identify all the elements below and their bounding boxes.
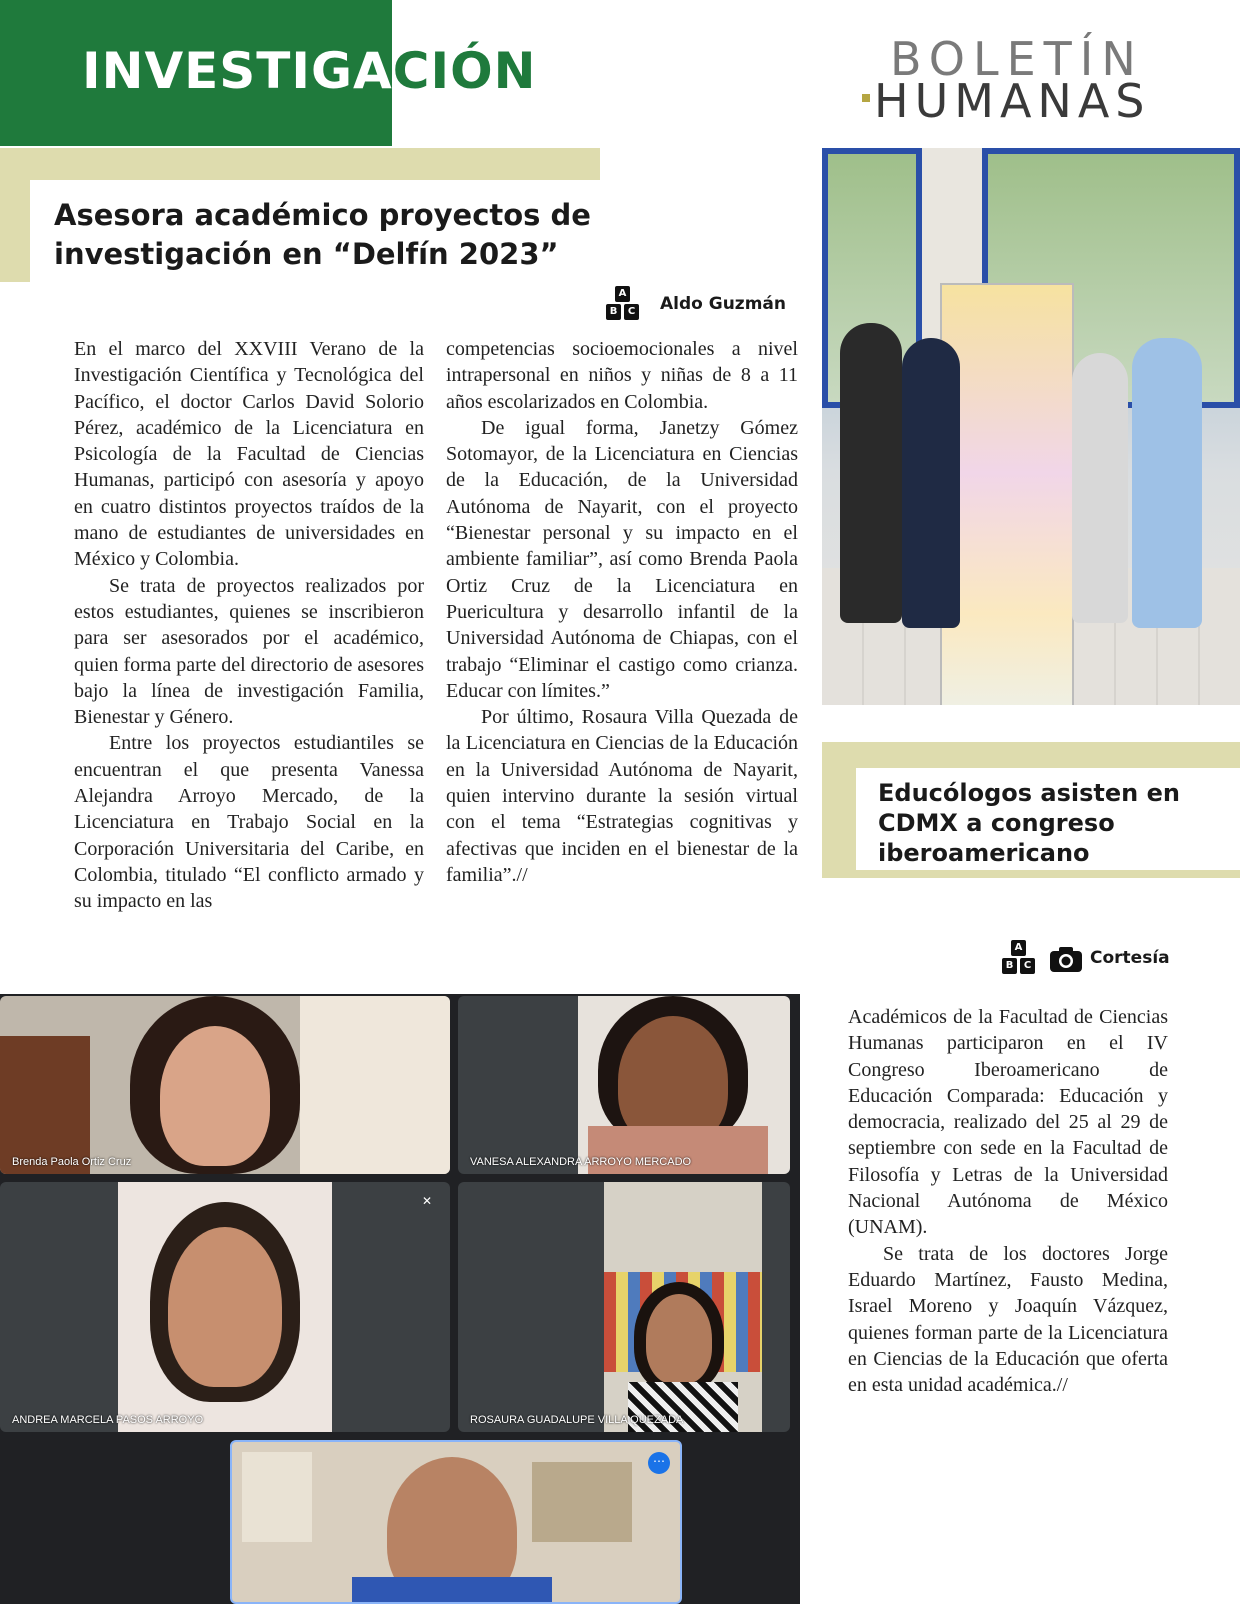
- headline-accent-bar-left: [0, 180, 30, 282]
- abc-icon: A B C: [1002, 940, 1036, 976]
- congress-banner: [940, 283, 1074, 705]
- article2-headline: Educólogos asisten en CDMX a congreso iberoamericano: [878, 779, 1180, 867]
- abc-icon: A B C: [606, 286, 640, 322]
- article2-credit: Cortesía: [1090, 948, 1170, 968]
- participant-name: Brenda Paola Ortiz Cruz: [12, 1156, 132, 1168]
- paragraph: competencias socioemocionales a nivel intrapersonal en niños y niñas de 8 a 11 años escolarizados en Colombia.: [446, 338, 798, 413]
- paragraph: En el marco del XXVIII Verano de la Investigación Científica y Tecnológica del Pacífico, el doctor Carlos David Solorio Pérez, académico de la Licenciatura en Psicología de la Facultad de Ciencias Humanas, participó con asesoría y apoyo en cuatro distintos proyectos traídos de la mano de estudiantes de universidades en México y Colombia.: [74, 338, 424, 571]
- article1-column-1: [74, 336, 424, 915]
- video-tile: [458, 996, 790, 1174]
- boletin-humanas-logo: [862, 32, 1182, 127]
- paragraph: Entre los proyectos estudiantiles se encuentran el que presenta Vanessa Alejandra Arroyo Mercado, de la Licenciatura en Trabajo Social en la Corporación Universitaria del Caribe, en Colombia, titulado “El conflicto armado y su impacto en las: [74, 732, 424, 913]
- video-call-screenshot: [0, 994, 800, 1604]
- participant-name: ANDREA MARCELA PASOS ARROYO: [12, 1414, 204, 1426]
- paragraph: Se trata de proyectos realizados por estos estudiantes, quienes se inscribieron para ser asesorados por el académico, quien forma parte del directorio de asesores bajo la línea de investigación Familia, Bienestar y Género.: [74, 574, 424, 729]
- article2-body: [848, 1004, 1168, 1398]
- paragraph: De igual forma, Janetzy Gómez Sotomayor, de la Licenciatura en Ciencias de la Educación, de la Universidad Autónoma de Nayarit, con el proyecto “Bienestar personal y su impacto en el ambiente familiar”, así como Brenda Paola Ortiz Cruz de la Licenciatura en Puericultura y desarrollo infantil de la Universidad Autónoma de Chiapas, con el trabajo “Eliminar el castigo como crianza. Educar con límites.”: [446, 416, 798, 702]
- paragraph: Académicos de la Facultad de Ciencias Humanas participaron en el IV Congreso Iberoamericano de Educación Comparada: Educación y democracia, realizado del 25 al 29 de septiembre con sede en la Facultad de Filosofía y Letras de la Universidad Nacional Autónoma de México (UNAM).: [848, 1006, 1168, 1239]
- article1-headline: Asesora académico proyectos de investigación en “Delfín 2023”: [54, 198, 591, 271]
- video-tile: [230, 1440, 682, 1604]
- more-options-icon[interactable]: ⋯: [648, 1452, 670, 1474]
- paragraph: Por último, Rosaura Villa Quezada de la Licenciatura en Ciencias de la Educación en la Universidad Autónoma de Nayarit, quien intervino durante la sesión virtual con el tema “Estrategias cognitivas y afectivas que inciden en el bienestar de la familia”.//: [446, 706, 798, 886]
- video-tile: [0, 996, 450, 1174]
- headline-accent-bar: [0, 148, 600, 182]
- section-title: INVESTIGACIÓN: [82, 42, 537, 100]
- paragraph: Se trata de los doctores Jorge Eduardo Martínez, Fausto Medina, Israel Moreno y Joaquín Vázquez, quienes forman parte de la Licenciatura en Ciencias de la Educación que oferta en esta unidad académica.//: [848, 1242, 1168, 1397]
- participant-name: ROSAURA GUADALUPE VILLA QUEZADA: [470, 1414, 684, 1426]
- camera-icon: [1049, 945, 1083, 973]
- article1-author: Aldo Guzmán: [660, 294, 786, 314]
- logo-line2: HUMANAS: [874, 74, 1151, 128]
- video-tile: [0, 1182, 450, 1432]
- logo-line1: BOLETÍN: [890, 32, 1144, 86]
- article1-column-2: [446, 336, 798, 888]
- participant-name: VANESA ALEXANDRA ARROYO MERCADO: [470, 1156, 692, 1168]
- mic-off-icon: ✕: [422, 1194, 433, 1208]
- logo-dot: [862, 94, 870, 102]
- video-tile: [458, 1182, 790, 1432]
- congress-group-photo: [822, 148, 1240, 705]
